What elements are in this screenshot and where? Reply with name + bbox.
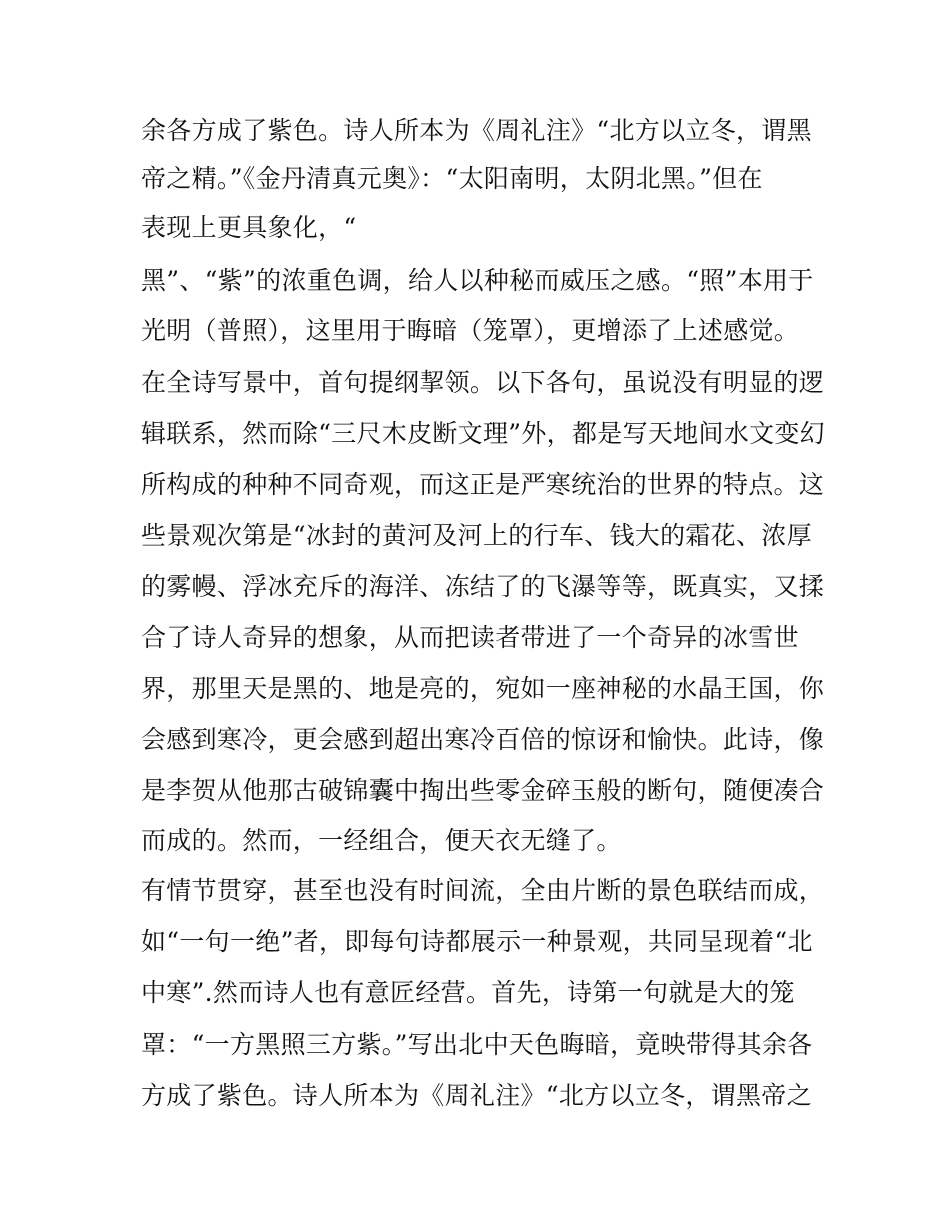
text-line: 所构成的种种不同奇观，而这正是严寒统治的世界的特点。这 bbox=[141, 470, 825, 499]
text-line: 而成的。然而，一经组合，便天衣无缝了。 bbox=[141, 826, 622, 855]
text-line: 在全诗写景中，首句提纲挈领。以下各句，虽说没有明显的逻 bbox=[141, 368, 825, 397]
text-line: 界，那里天是黑的、地是亮的，宛如一座神秘的水晶王国，你 bbox=[141, 674, 825, 703]
text-line: 帝之精。”《金丹清真元奥》：“太阳南明，太阴北黑。”但在 bbox=[141, 164, 763, 193]
text-line: 罩：“一方黑照三方紫。”写出北中天色晦暗，竟映带得其余各 bbox=[141, 1030, 813, 1059]
text-line: 合了诗人奇异的想象，从而把读者带进了一个奇异的冰雪世 bbox=[141, 623, 799, 652]
text-line: 表现上更具象化，“ bbox=[141, 213, 357, 242]
text-line: 的雾幔、浮冰充斥的海洋、冻结了的飞瀑等等，既真实，又揉 bbox=[141, 572, 825, 601]
text-line: 方成了紫色。诗人所本为《周礼注》“北方以立冬，谓黑帝之 bbox=[141, 1081, 812, 1110]
text-line: 黑”、“紫”的浓重色调，给人以种秘而威压之感。“照”本用于 bbox=[141, 266, 814, 295]
text-line: 余各方成了紫色。诗人所本为《周礼注》“北方以立冬，谓黑 bbox=[141, 116, 812, 145]
text-line: 些景观次第是“冰封的黄河及河上的行车、钱大的霜花、浓厚 bbox=[141, 521, 812, 550]
text-line: 中寒”.然而诗人也有意匠经营。首先，诗第一句就是大的笼 bbox=[141, 978, 795, 1007]
text-line: 有情节贯穿，甚至也没有时间流，全由片断的景色联结而成， bbox=[141, 876, 825, 905]
text-line: 如“一句一绝”者，即每句诗都展示一种景观，共同呈现着“北 bbox=[141, 927, 813, 956]
text-line: 光明（普照），这里用于晦暗（笼罩），更增添了上述感觉。 bbox=[141, 316, 800, 345]
text-line: 会感到寒冷，更会感到超出寒冷百倍的惊讶和愉快。此诗，像 bbox=[141, 725, 825, 754]
text-line: 是李贺从他那古破锦囊中掏出些零金碎玉般的断句，随便凑合 bbox=[141, 776, 825, 805]
text-line: 辑联系，然而除“三尺木皮断文理”外，都是写天地间水文变幻 bbox=[141, 419, 825, 448]
